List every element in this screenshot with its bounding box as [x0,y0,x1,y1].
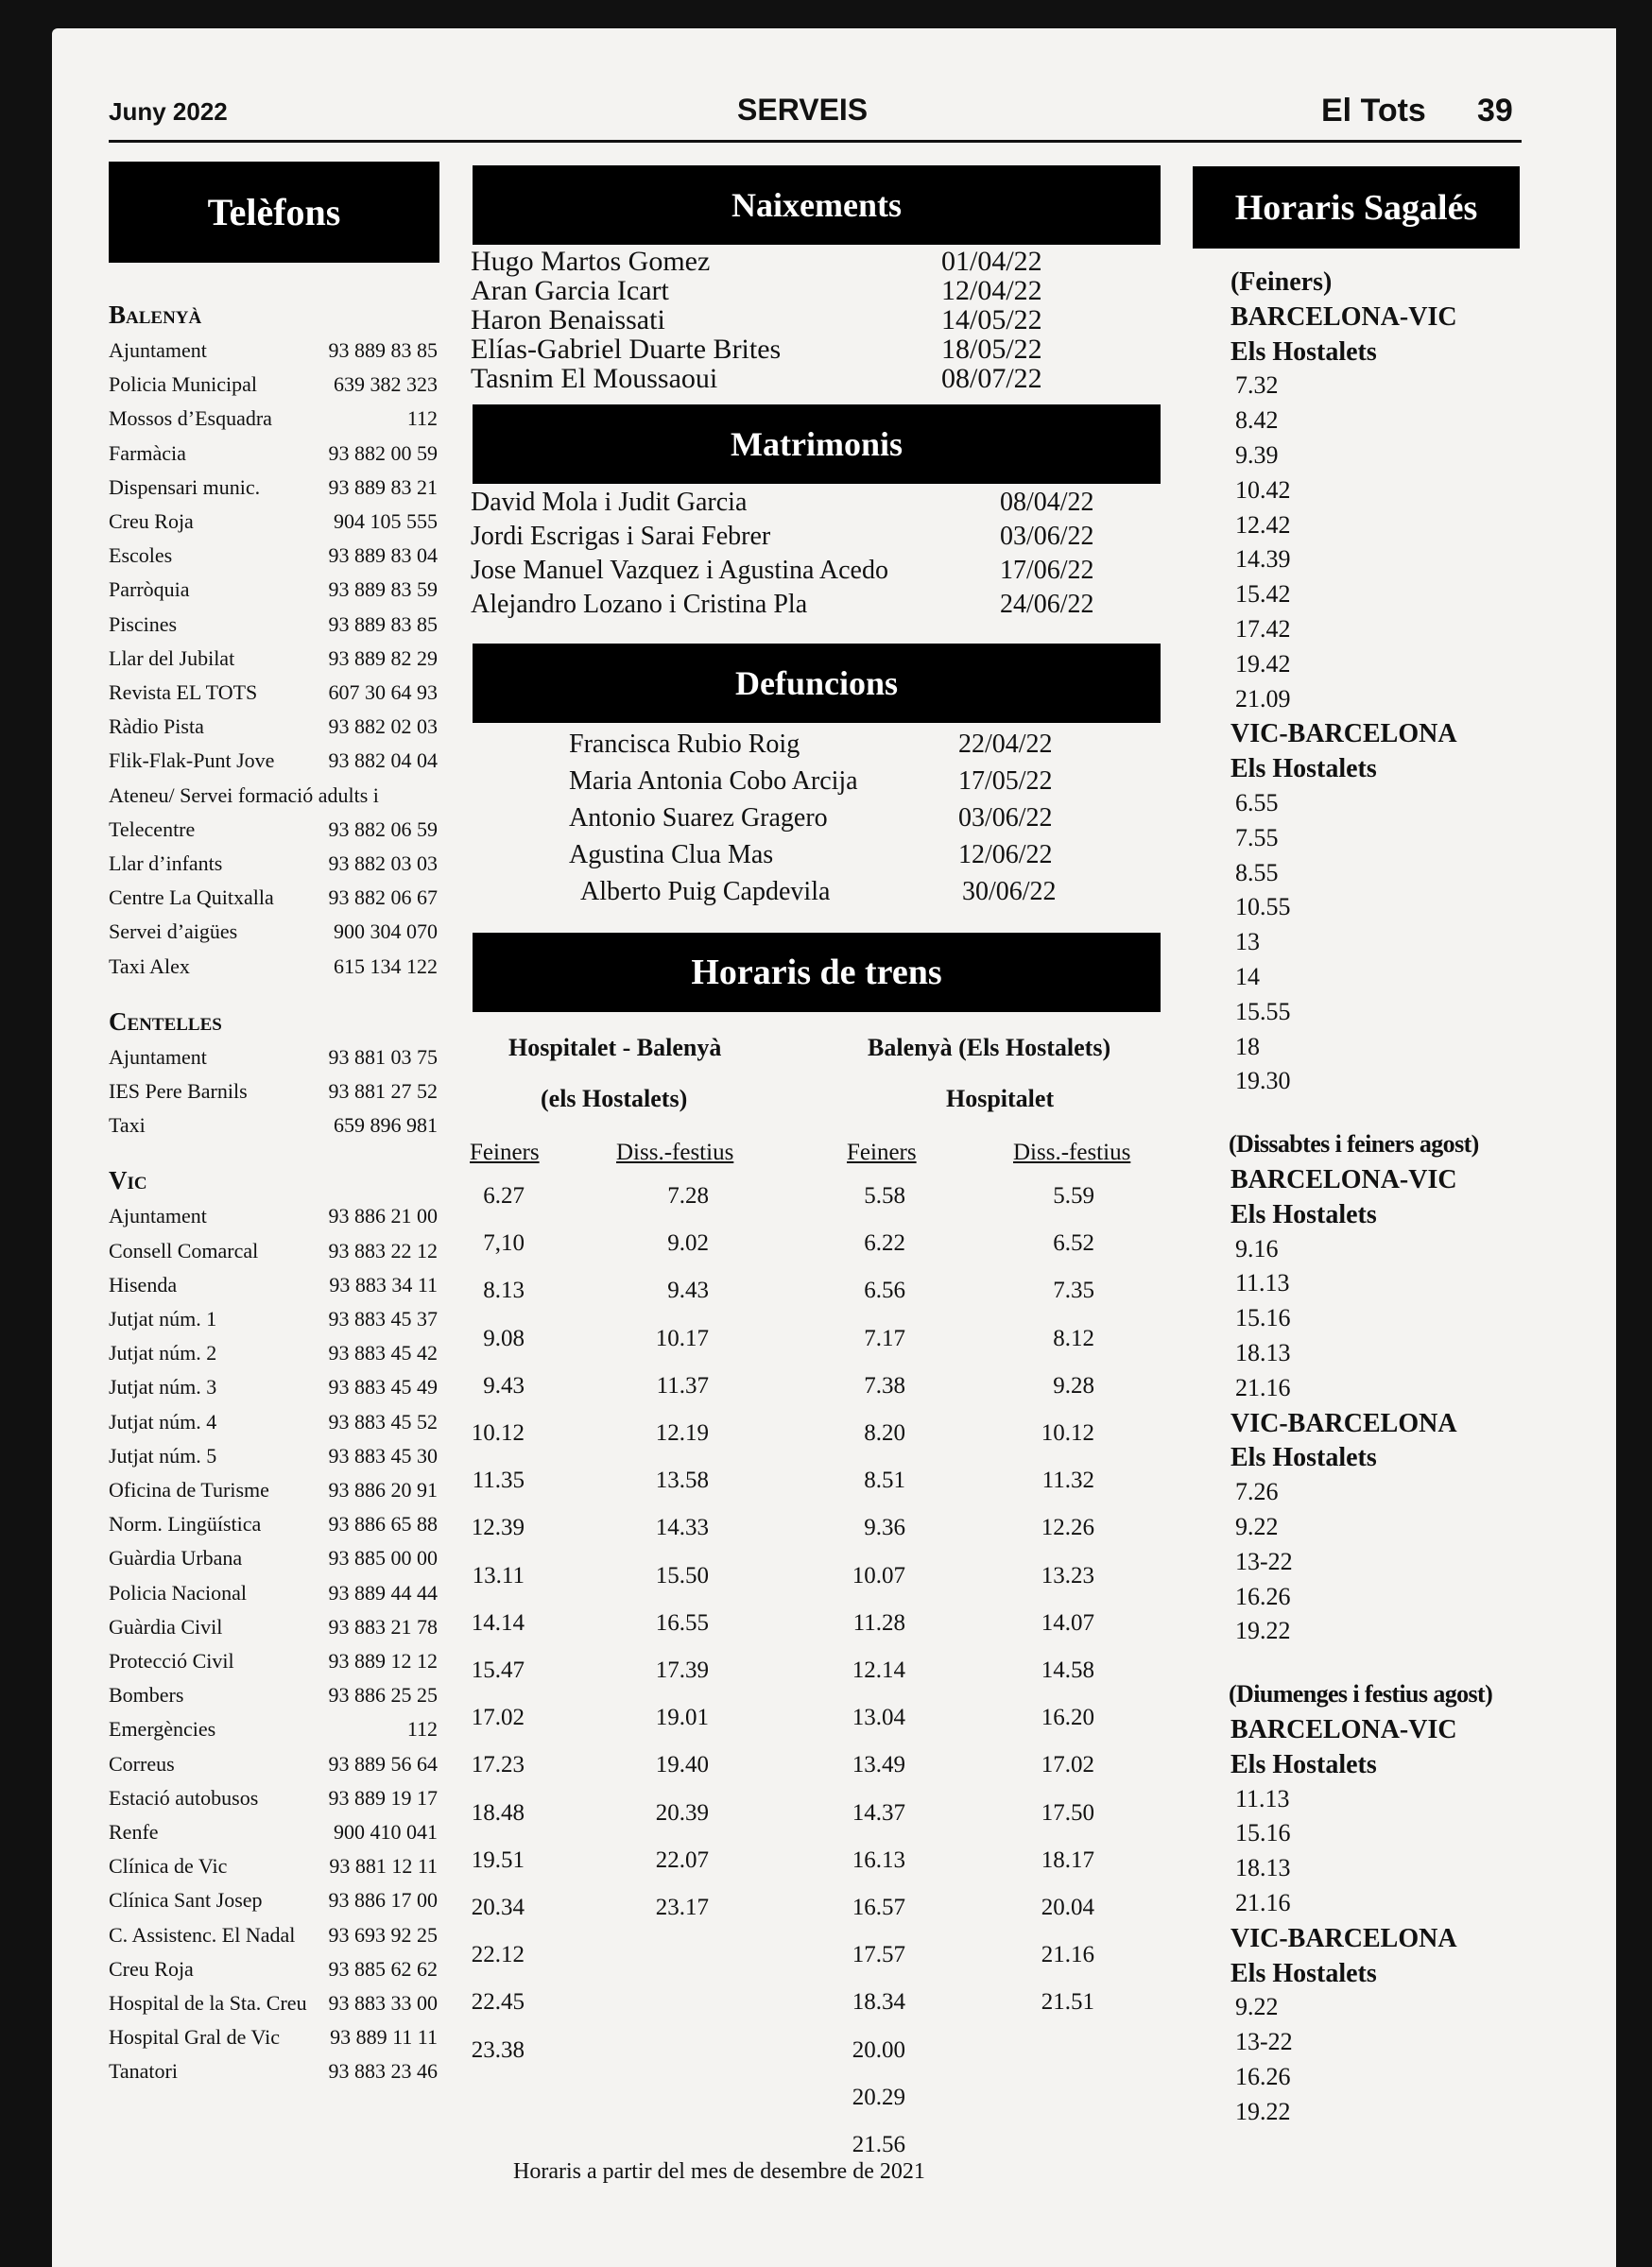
trens-time: 9.08 [483,1325,525,1351]
naixement-date: 12/04/22 [941,275,1042,306]
trens-time: 8.13 [483,1278,525,1304]
telefons-entry-number: 93 886 21 00 [328,1204,438,1228]
sagales-heading: BARCELONA-VIC [1230,1715,1457,1744]
matrimonis-title: Matrimonis [473,404,1161,484]
sagales-time: 9.22 [1235,1513,1279,1540]
sagales-time: 9.22 [1235,1993,1279,2021]
trens-time: 12.39 [471,1515,525,1541]
sagales-time: 13 [1235,928,1260,956]
sagales-time: 17.42 [1235,615,1291,643]
sagales-time: 19.22 [1235,1617,1291,1645]
telefons-entry-label: Taxi [109,1113,146,1138]
trens-time: 23.38 [471,2036,525,2063]
trens-time: 9.43 [667,1278,709,1304]
telefons-entry-number: 93 889 11 11 [330,2025,438,2050]
telefons-entry-label: Consell Comarcal [109,1238,259,1262]
sagales-time: 18.13 [1235,1854,1291,1882]
telefons-entry-label: Guàrdia Civil [109,1614,223,1639]
sagales-time: 15.16 [1235,1304,1291,1332]
telefons-entry-number: 93 889 12 12 [328,1649,438,1673]
sagales-time: 21.09 [1235,684,1291,713]
telefons-entry-number: 93 886 65 88 [328,1512,438,1537]
telefons-entry-label: Ràdio Pista [109,714,204,739]
matrimoni-date: 08/04/22 [1000,488,1094,517]
trens-time: 13.58 [655,1468,709,1494]
telefons-entry-label: Taxi Alex [109,953,190,978]
header-page-number: 39 [1477,93,1513,129]
trens-time: 23.17 [655,1895,709,1920]
trens-time: 12.19 [655,1420,709,1446]
trens-time: 18.48 [471,1799,525,1826]
trens-time: 12.26 [1041,1515,1094,1541]
trens-time: 21.16 [1041,1942,1094,1968]
telefons-entry-number: 93 882 06 67 [328,885,438,910]
trens-time: 14.14 [471,1609,525,1636]
header-section: SERVEIS [737,93,869,127]
trens-time: 6.52 [1053,1230,1094,1257]
sagales-time: 14.39 [1235,545,1291,574]
sagales-time: 12.42 [1235,510,1291,539]
trens-time: 5.58 [864,1183,905,1209]
trens-time: 22.07 [655,1846,709,1873]
telefons-entry-number: 93 881 03 75 [328,1044,438,1069]
telefons-entry-label: Dispensari munic. [109,474,261,499]
telefons-entry-label: Ajuntament [109,1204,207,1228]
telefons-entry-label: IES Pere Barnils [109,1079,248,1103]
sagales-heading: Els Hostalets [1230,1443,1377,1473]
trens-time: 8.51 [864,1468,905,1494]
header-date: Juny 2022 [109,97,228,126]
telefons-entry-label: Ateneu/ Servei formació adults i [109,782,379,807]
trens-time: 21.56 [852,2132,905,2157]
trens-route2-line2: Hospitalet [946,1085,1055,1112]
sagales-time: 11.13 [1235,1269,1290,1297]
telefons-entry-label: Policia Nacional [109,1580,248,1605]
naixement-name: Aran Garcia Icart [471,275,669,306]
telefons-entry-label: Piscines [109,611,178,636]
sagales-time: 10.42 [1235,475,1291,504]
trens-time: 7.28 [667,1183,709,1209]
telefons-entry-number: 900 410 041 [334,1820,438,1844]
sagales-heading: Els Hostalets [1230,1749,1377,1779]
trens-time: 10.12 [471,1420,525,1446]
sagales-time: 19.42 [1235,649,1291,678]
telefons-entry-number: 93 885 00 00 [328,1546,438,1571]
defuncio-name: Agustina Clua Mas [569,840,774,869]
trens-time: 14.33 [655,1515,709,1541]
naixement-name: Elías-Gabriel Duarte Brites [471,334,782,365]
trens-footnote: Horaris a partir del mes de desembre de 2021 [513,2159,925,2184]
trens-time: 12.14 [852,1657,905,1683]
sagales-heading: BARCELONA-VIC [1230,1165,1457,1194]
matrimoni-names: Jordi Escrigas i Sarai Febrer [471,522,771,551]
telefons-entry-label: Guàrdia Urbana [109,1546,243,1571]
trens-time: 17.02 [471,1705,525,1731]
sagales-time: 10.55 [1235,893,1291,921]
matrimoni-names: Jose Manuel Vazquez i Agustina Acedo [471,556,888,585]
trens-time: 11.37 [656,1372,709,1399]
telefons-entry-label: Mossos d’Esquadra [109,406,272,431]
trens-time: 21.51 [1041,1989,1094,2016]
telefons-entry-number: 93 883 45 30 [328,1443,438,1468]
trens-time: 18.17 [1041,1846,1094,1873]
telefons-entry-label: Ajuntament [109,338,207,362]
trens-time: 11.32 [1041,1468,1094,1494]
trens-time: 14.07 [1041,1609,1094,1636]
sagales-time: 13-22 [1235,2028,1293,2056]
naixement-date: 18/05/22 [941,334,1042,365]
telefons-entry-label: Hisenda [109,1272,178,1297]
trens-time: 20.00 [852,2036,905,2063]
telefons-entry-label: Creu Roja [109,1956,194,1981]
matrimoni-names: Alejandro Lozano i Cristina Pla [471,590,808,619]
sagales-heading: Els Hostalets [1230,336,1377,367]
sagales-heading: VIC-BARCELONA [1230,1408,1457,1438]
sagales-time: 8.55 [1235,858,1279,886]
trens-time: 13.04 [852,1705,905,1731]
telefons-entry-number: 639 382 323 [334,372,438,397]
telefons-entry-number: 93 881 27 52 [328,1079,438,1103]
defuncio-date: 17/05/22 [958,766,1053,796]
defuncions-title: Defuncions [473,644,1161,723]
trens-time: 8.12 [1053,1325,1094,1351]
trens-time: 6.27 [483,1183,525,1209]
trens-col-header: Diss.-festius [616,1140,734,1165]
telefons-entry-label: Norm. Lingüística [109,1512,262,1537]
trens-time: 15.47 [471,1657,525,1683]
sagales-time: 7.26 [1235,1478,1279,1506]
telefons-entry-number: 93 882 00 59 [328,440,438,465]
trens-time: 9.43 [483,1372,525,1399]
telefons-entry-number: 93 889 83 04 [328,543,438,568]
naixement-date: 01/04/22 [941,246,1042,277]
trens-time: 16.55 [655,1609,709,1636]
sagales-heading: Els Hostalets [1230,754,1377,784]
sagales-time: 7.55 [1235,823,1279,851]
telefons-entry-number: 93 889 83 85 [328,338,438,362]
telefons-entry-label: Servei d’aigües [109,919,238,944]
telefons-entry-label: Farmàcia [109,440,186,465]
telefons-entry-number: 93 882 06 59 [328,816,438,841]
trens-time: 15.50 [655,1562,709,1589]
telefons-entry-number: 904 105 555 [334,509,438,533]
trens-time: 20.39 [655,1799,709,1826]
sagales-time: 13-22 [1235,1547,1293,1575]
sagales-time: 9.39 [1235,441,1279,469]
trens-time: 17.50 [1041,1799,1094,1826]
trens-time: 11.28 [852,1609,905,1636]
trens-time: 5.59 [1053,1183,1094,1209]
matrimoni-date: 24/06/22 [1000,590,1094,619]
telefons-entry-label: Parròquia [109,577,190,602]
trens-time: 14.58 [1041,1657,1094,1683]
sagales-time: 15.55 [1235,997,1291,1025]
telefons-entry-label: Bombers [109,1683,184,1708]
trens-time: 10.17 [655,1325,709,1351]
telefons-entry-number: 93 886 17 00 [328,1888,438,1913]
sagales-time: 11.13 [1235,1784,1290,1812]
telefons-entry-label: C. Assistenc. El Nadal [109,1922,296,1947]
telefons-entry-label: Flik-Flak-Punt Jove [109,748,275,773]
telefons-entry-number: 93 883 45 42 [328,1341,438,1365]
defuncio-date: 22/04/22 [958,730,1053,759]
telefons-entry-label: Emergències [109,1717,216,1742]
sagales-heading: Els Hostalets [1230,1958,1377,1988]
trens-route1-line2: (els Hostalets) [541,1085,688,1112]
sagales-time: 15.16 [1235,1819,1291,1847]
trens-time: 16.13 [852,1846,905,1873]
trens-time: 17.02 [1041,1752,1094,1778]
telefons-entry-number: 112 [406,406,438,431]
telefons-entry-label: Jutjat núm. 3 [109,1375,217,1400]
telefons-entry-label: Llar d’infants [109,851,223,875]
naixement-date: 14/05/22 [941,304,1042,335]
trens-time: 6.56 [864,1278,905,1304]
sagales-time: 8.42 [1235,406,1279,435]
telefons-entry-number: 93 883 23 46 [328,2059,438,2084]
sagales-time: 21.16 [1235,1373,1291,1401]
trens-time: 17.23 [471,1752,525,1778]
trens-time: 13.49 [852,1752,905,1778]
telefons-entry-number: 615 134 122 [334,953,438,978]
telefons-entry-label: Ajuntament [109,1044,207,1069]
trens-time: 9.28 [1053,1372,1094,1399]
trens-time: 11.35 [472,1468,525,1494]
header-rule [109,140,1522,143]
telefons-entry-number: 93 885 62 62 [328,1956,438,1981]
telefons-entry-number: 93 882 02 03 [328,714,438,739]
trens-time: 10.07 [852,1562,905,1589]
telefons-group-heading: Vic [109,1166,147,1195]
telefons-entry-label: Tanatori [109,2059,178,2084]
telefons-entry-label: Jutjat núm. 1 [109,1307,217,1331]
telefons-entry-number: 93 883 34 11 [329,1272,438,1297]
naixements-title: Naixements [473,165,1161,245]
telefons-entry-number: 659 896 981 [334,1113,438,1138]
trens-time: 13.23 [1041,1562,1094,1589]
telefons-entry-number: 93 883 45 52 [328,1409,438,1434]
defuncio-name: Alberto Puig Capdevila [580,877,831,906]
telefons-title: Telèfons [109,162,439,263]
telefons-entry-label: Oficina de Turisme [109,1478,269,1502]
trens-col-header: Feiners [470,1140,540,1165]
telefons-group-heading: Balenyà [109,301,202,329]
telefons-entry-number: 93 889 56 64 [328,1751,438,1776]
telefons-entry-label: Telecentre [109,816,196,841]
telefons-entry-label: Protecció Civil [109,1649,234,1673]
telefons-entry-number: 93 889 83 21 [328,474,438,499]
telefons-entry-label: Hospital Gral de Vic [109,2025,280,2050]
defuncio-name: Francisca Rubio Roig [569,730,800,759]
telefons-entry-label: Hospital de la Sta. Creu [109,1991,307,2015]
sagales-time: 16.26 [1235,1582,1291,1610]
trens-col-header: Feiners [847,1140,917,1165]
defuncio-name: Maria Antonia Cobo Arcija [569,766,858,796]
matrimoni-date: 03/06/22 [1000,522,1094,551]
trens-time: 6.22 [864,1230,905,1257]
defuncio-date: 30/06/22 [962,877,1057,906]
telefons-entry-number: 93 886 20 91 [328,1478,438,1502]
telefons-entry-label: Clínica de Vic [109,1854,228,1879]
sagales-time: 15.42 [1235,580,1291,609]
sagales-time: 6.55 [1235,789,1279,816]
trens-time: 7.17 [864,1325,905,1351]
trens-time: 14.37 [852,1799,905,1826]
sagales-time: 18 [1235,1032,1260,1060]
sagales-heading: (Feiners) [1230,267,1333,297]
telefons-entry-label: Escoles [109,543,173,568]
sagales-title: Horaris Sagalés [1193,166,1520,249]
sagales-time: 16.26 [1235,2063,1291,2090]
trens-time: 10.12 [1041,1420,1094,1446]
trens-time: 22.12 [471,1942,525,1968]
trens-time: 9.36 [864,1515,905,1541]
telefons-entry-label: Jutjat núm. 4 [109,1409,217,1434]
naixement-name: Tasnim El Moussaoui [471,363,718,394]
sagales-time: 18.13 [1235,1339,1291,1366]
telefons-group-heading: Centelles [109,1006,222,1036]
naixement-date: 08/07/22 [941,363,1042,394]
trens-time: 7.35 [1053,1278,1094,1304]
trens-time: 7.38 [864,1372,905,1399]
telefons-entry-number: 93 889 82 29 [328,645,438,670]
sagales-time: 19.22 [1235,2097,1291,2125]
telefons-entry-number: 93 693 92 25 [328,1922,438,1947]
telefons-entry-number: 93 889 19 17 [328,1785,438,1810]
trens-time: 8.20 [864,1420,905,1446]
sagales-time: 14 [1235,963,1260,990]
trens-time: 19.51 [471,1846,525,1873]
trens-time: 9.02 [667,1230,709,1257]
trens-route2-line1: Balenyà (Els Hostalets) [868,1034,1111,1061]
telefons-entry-label: Jutjat núm. 5 [109,1443,217,1468]
naixement-name: Haron Benaissati [471,304,665,335]
sagales-heading: BARCELONA-VIC [1230,301,1457,332]
trens-time: 20.04 [1041,1895,1094,1920]
telefons-entry-label: Creu Roja [109,509,194,533]
matrimoni-names: David Mola i Judit Garcia [471,488,748,517]
sagales-heading: Els Hostalets [1230,1199,1377,1229]
sagales-time: 21.16 [1235,1889,1291,1916]
telefons-entry-label: Estació autobusos [109,1785,259,1810]
telefons-entry-number: 93 883 22 12 [328,1238,438,1262]
trens-time: 16.57 [852,1895,905,1920]
trens-time: 19.40 [655,1752,709,1778]
sagales-period: (Dissabtes i feiners agost) [1229,1130,1479,1159]
sagales-heading: VIC-BARCELONA [1230,719,1457,749]
naixement-name: Hugo Martos Gomez [471,246,711,277]
telefons-entry-number: 93 886 25 25 [328,1683,438,1708]
telefons-entry-number: 607 30 64 93 [328,680,438,704]
trens-time: 18.34 [852,1989,905,2016]
trens-title: Horaris de trens [473,933,1161,1012]
trens-time: 22.45 [471,1989,525,2016]
trens-time: 20.29 [852,2084,905,2110]
telefons-entry-number: 93 883 45 37 [328,1307,438,1331]
trens-time: 13.11 [472,1562,525,1589]
telefons-entry-number: 93 883 45 49 [328,1375,438,1400]
telefons-entry-label: Centre La Quitxalla [109,885,274,910]
telefons-entry-number: 93 882 03 03 [328,851,438,875]
telefons-entry-label: Jutjat núm. 2 [109,1341,217,1365]
sagales-period: (Diumenges i festius agost) [1229,1680,1493,1709]
trens-time: 16.20 [1041,1705,1094,1731]
telefons-entry-label: Policia Municipal [109,372,258,397]
sagales-heading: VIC-BARCELONA [1230,1923,1457,1953]
trens-route1-line1: Hospitalet - Balenyà [508,1034,722,1061]
telefons-entry-number: 93 889 83 85 [328,611,438,636]
telefons-entry-number: 93 882 04 04 [328,748,438,773]
telefons-entry-number: 900 304 070 [334,919,438,944]
telefons-entry-label: Renfe [109,1820,159,1844]
telefons-entry-label: Clínica Sant Josep [109,1888,263,1913]
trens-time: 17.39 [655,1657,709,1683]
sagales-time: 9.16 [1235,1234,1279,1262]
sagales-time: 19.30 [1235,1067,1291,1095]
trens-time: 19.01 [655,1705,709,1731]
telefons-entry-number: 93 883 21 78 [328,1614,438,1639]
telefons-entry-label: Correus [109,1751,175,1776]
telefons-entry-number: 93 889 83 59 [328,577,438,602]
trens-col-header: Diss.-festius [1013,1140,1131,1165]
telefons-entry-label: Llar del Jubilat [109,645,235,670]
trens-time: 20.34 [471,1895,525,1920]
telefons-entry-number: 93 883 33 00 [328,1991,438,2015]
telefons-entry-number: 93 889 44 44 [328,1580,438,1605]
telefons-entry-label: Revista EL TOTS [109,680,258,704]
defuncio-date: 03/06/22 [958,803,1053,833]
sagales-time: 7.32 [1235,371,1279,400]
matrimoni-date: 17/06/22 [1000,556,1094,585]
defuncio-name: Antonio Suarez Gragero [569,803,828,833]
telefons-entry-number: 93 881 12 11 [329,1854,438,1879]
header-publication: El Tots [1321,93,1426,129]
trens-time: 7,10 [483,1230,525,1257]
telefons-entry-number: 112 [406,1717,438,1742]
defuncio-date: 12/06/22 [958,840,1053,869]
trens-time: 17.57 [852,1942,905,1968]
